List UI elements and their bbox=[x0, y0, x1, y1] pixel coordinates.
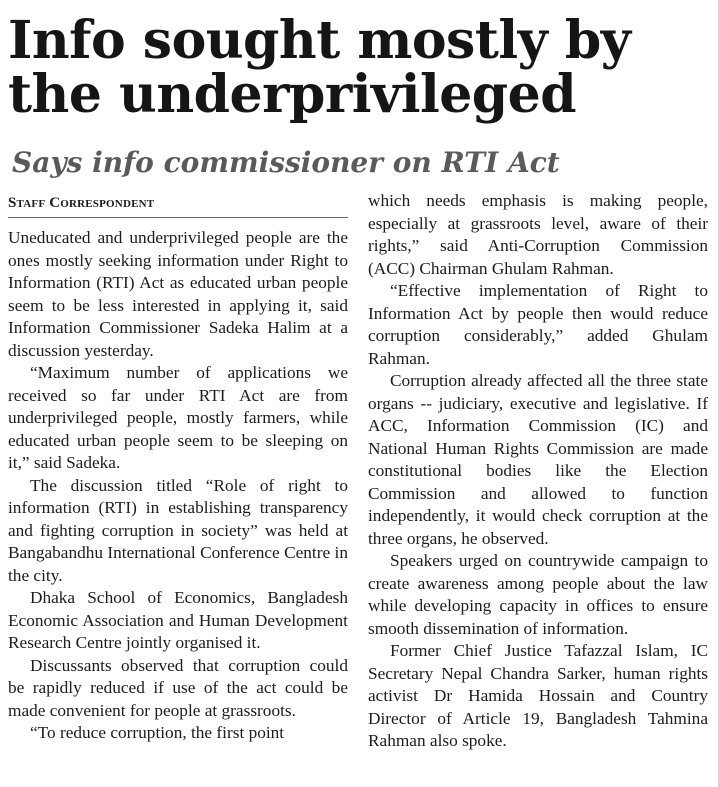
subheadline: Says info commissioner on RTI Act bbox=[12, 146, 560, 179]
paragraph: “Effective implementation of Right to Information Act by people then would reduce corruption considerably,” added Ghulam Rahman. bbox=[368, 281, 708, 368]
paragraph: “Maximum number of applications we received so far under RTI Act are from underprivileged people, mostly farmers, while educated urban people seem to be sleeping on it,” said Sadeka. bbox=[8, 363, 348, 472]
paragraph: which needs emphasis is making people, especially at grassroots level, aware of their rights,” said Anti-Corruption Commission (ACC) Chairman Ghulam Rahman. bbox=[368, 191, 708, 278]
paragraph: Former Chief Justice Tafazzal Islam, IC Secretary Nepal Chandra Sarker, human rights activist Dr Hamida Hossain and Country Director of Article 19, Bangladesh Tahmina Rahman also spoke. bbox=[368, 641, 708, 750]
paragraph: Uneducated and underprivileged people are the ones mostly seeking information under Right to Information (RTI) Act as educated urban people seem to be less interested in applying it, said Information Commissioner Sadeka Halim at a discussion yesterday. bbox=[8, 228, 348, 360]
paragraph: “To reduce corruption, the first point bbox=[30, 723, 285, 742]
article-column-left bbox=[8, 227, 348, 745]
paragraph: Corruption already affected all the three state organs -- judiciary, executive and legislative. If ACC, Information Commission (IC) and National Human Rights Commission are made constitutional bodies like the Election Commission and allowed to function independently, it would check corruption at the three organs, he observed. bbox=[368, 371, 708, 548]
article-column-right bbox=[368, 190, 708, 753]
paragraph: Dhaka School of Economics, Bangladesh Economic Association and Human Development Research Centre jointly organised it. bbox=[8, 588, 348, 652]
byline: Staff Correspondent bbox=[8, 193, 348, 218]
paragraph: Speakers urged on countrywide campaign to create awareness among people about the law while developing capacity in offices to ensure smooth dissemination of information. bbox=[368, 551, 708, 638]
paragraph: The discussion titled “Role of right to information (RTI) in establishing transparency and fighting corruption in society” was held at Bangabandhu International Conference Centre in the city. bbox=[8, 475, 348, 585]
headline: Info sought mostly by the underprivileged bbox=[8, 10, 631, 125]
paragraph: Discussants observed that corruption could be rapidly reduced if use of the act could be made convenient for people at grassroots. bbox=[8, 655, 348, 720]
